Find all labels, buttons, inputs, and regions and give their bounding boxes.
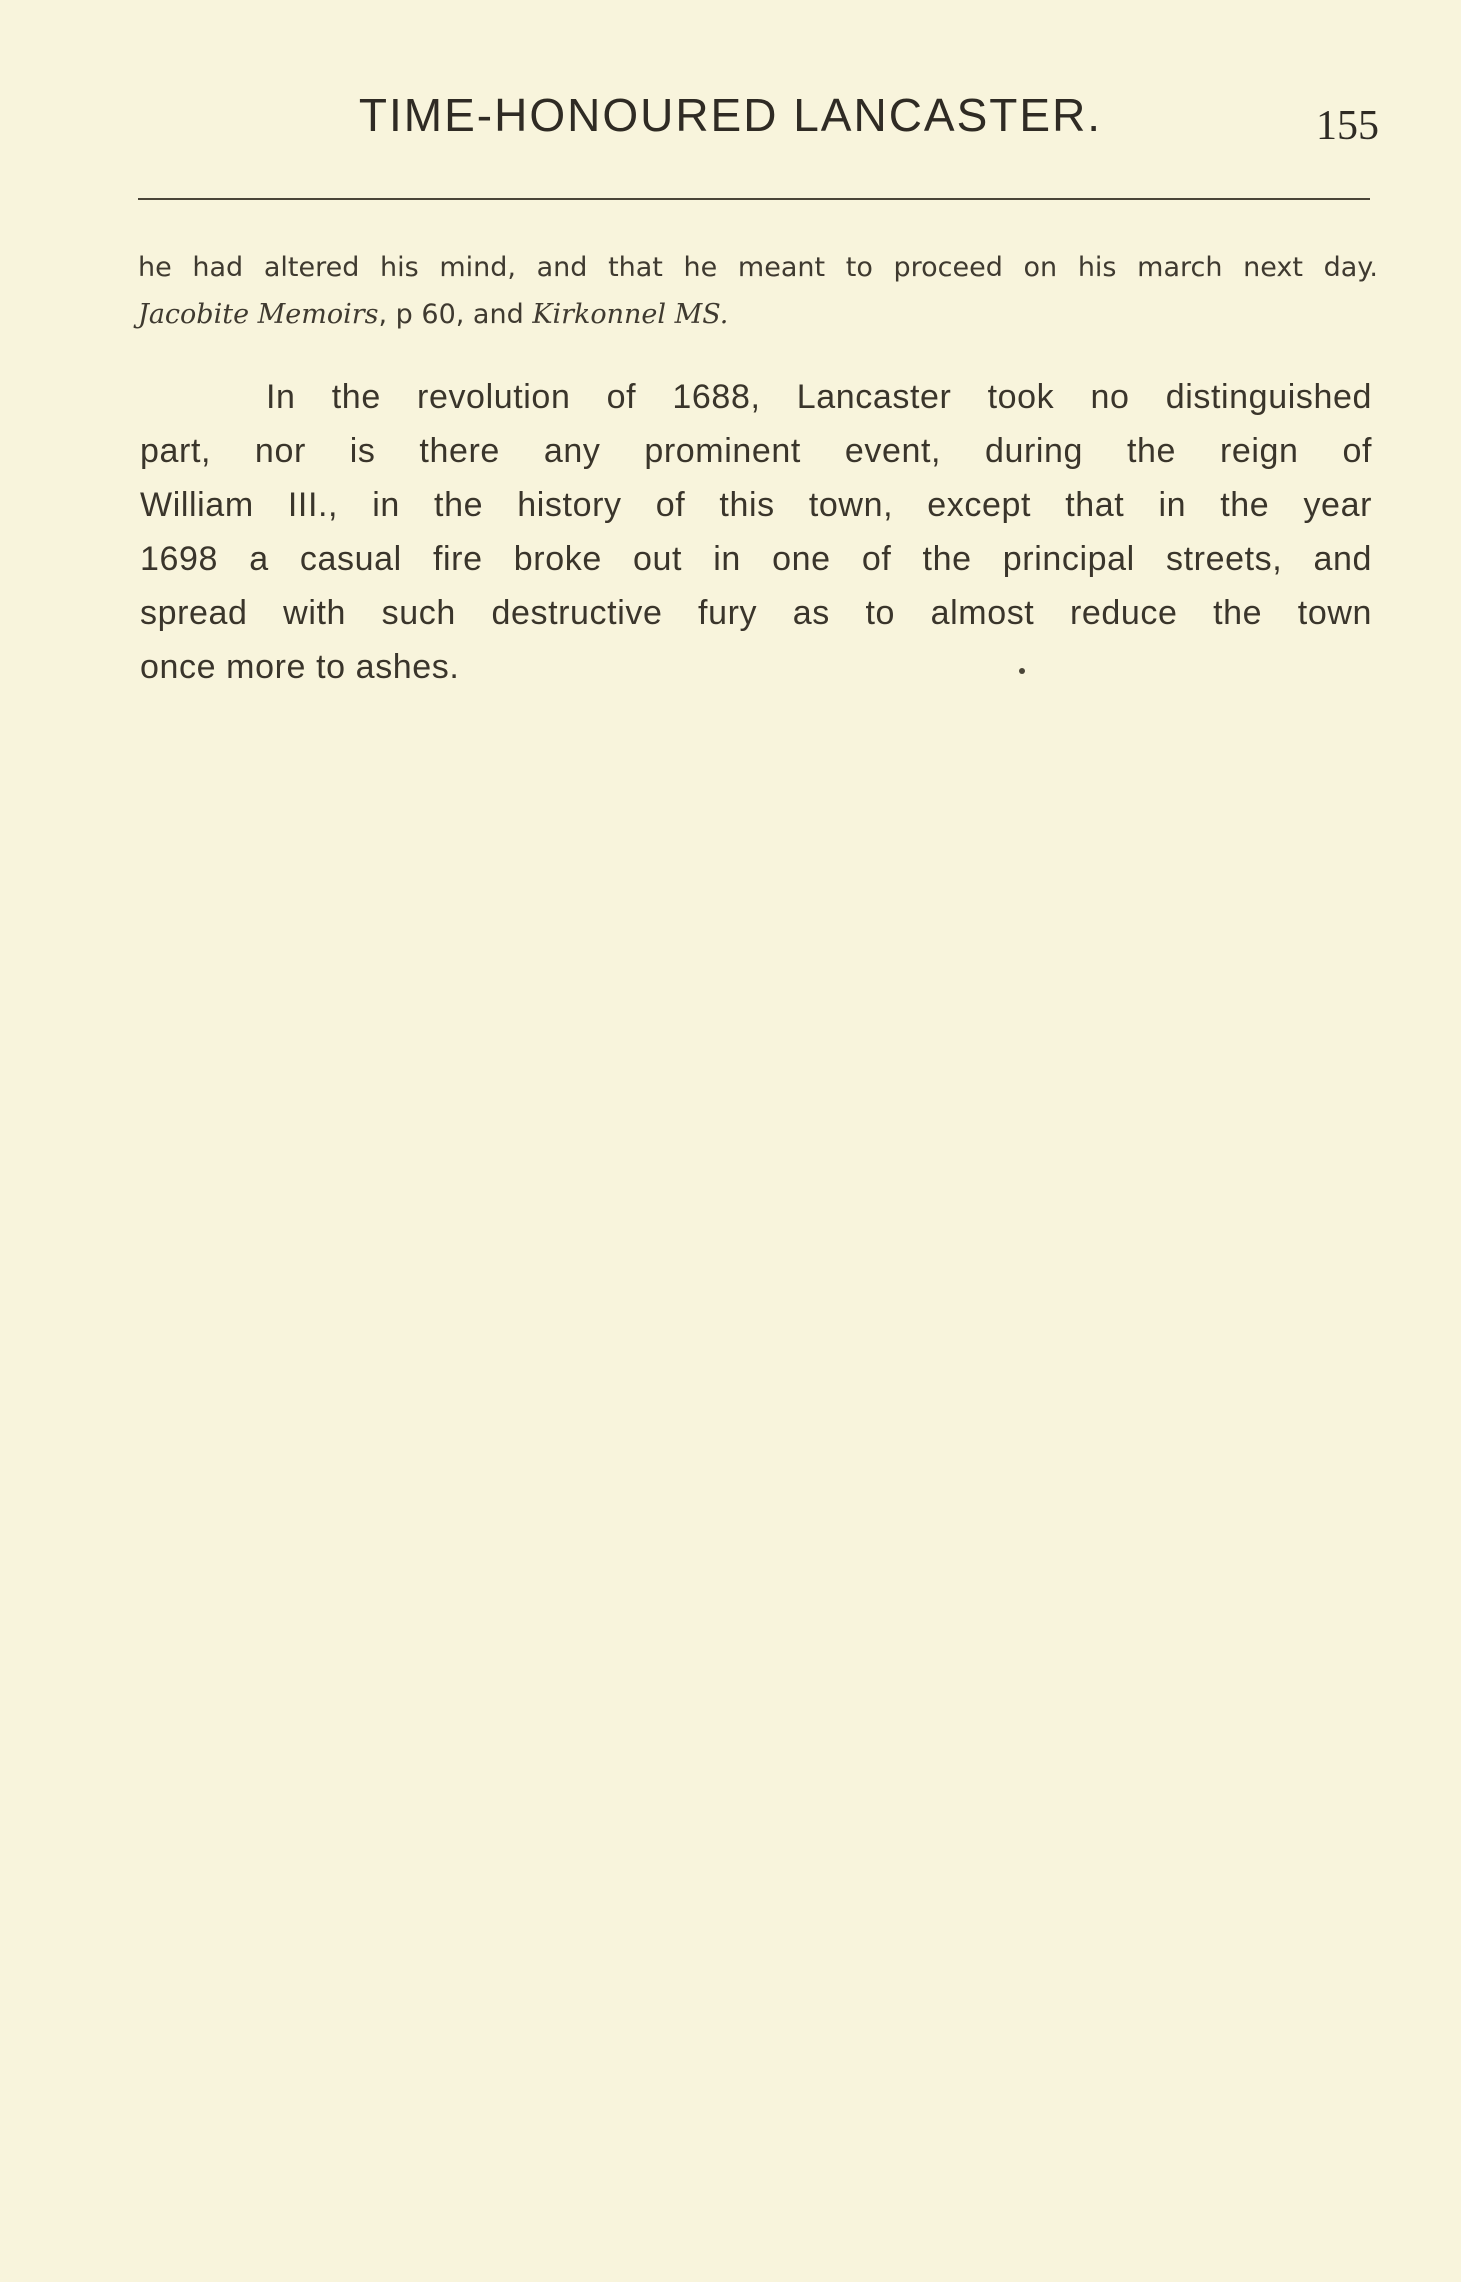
paragraph-line: 1698 a casual fire broke out in one of the principal streets, and xyxy=(140,540,1372,578)
running-head xyxy=(0,88,1461,148)
footnote-source-kirkonnel-ms: Kirkonnel MS. xyxy=(532,299,729,330)
page-number: 155 xyxy=(1316,103,1379,149)
paragraph-line: William III., in the history of this town, except that in the year xyxy=(140,486,1372,524)
paragraph-line: In the revolution of 1688, Lancaster took no distinguished xyxy=(266,378,1372,416)
footnote-line-1: he had altered his mind, and that he meant to proceed on his march next day. xyxy=(138,252,1378,283)
footnote-source-jacobite-memoirs: Jacobite Memoirs xyxy=(138,299,379,330)
body-paragraph xyxy=(140,370,1372,694)
paragraph-line: spread with such destructive fury as to almost reduce the town xyxy=(140,594,1372,632)
paragraph-line: part, nor is there any prominent event, during the reign of xyxy=(140,432,1372,470)
footnote xyxy=(138,244,1378,338)
print-speck xyxy=(1019,668,1025,674)
paragraph-line: once more to ashes. xyxy=(140,648,460,686)
header-rule xyxy=(138,198,1370,200)
footnote-line-2 xyxy=(138,291,1378,338)
running-head-title: TIME-HONOURED LANCASTER. xyxy=(358,89,1103,141)
footnote-source-page: , p 60, and xyxy=(378,299,533,330)
